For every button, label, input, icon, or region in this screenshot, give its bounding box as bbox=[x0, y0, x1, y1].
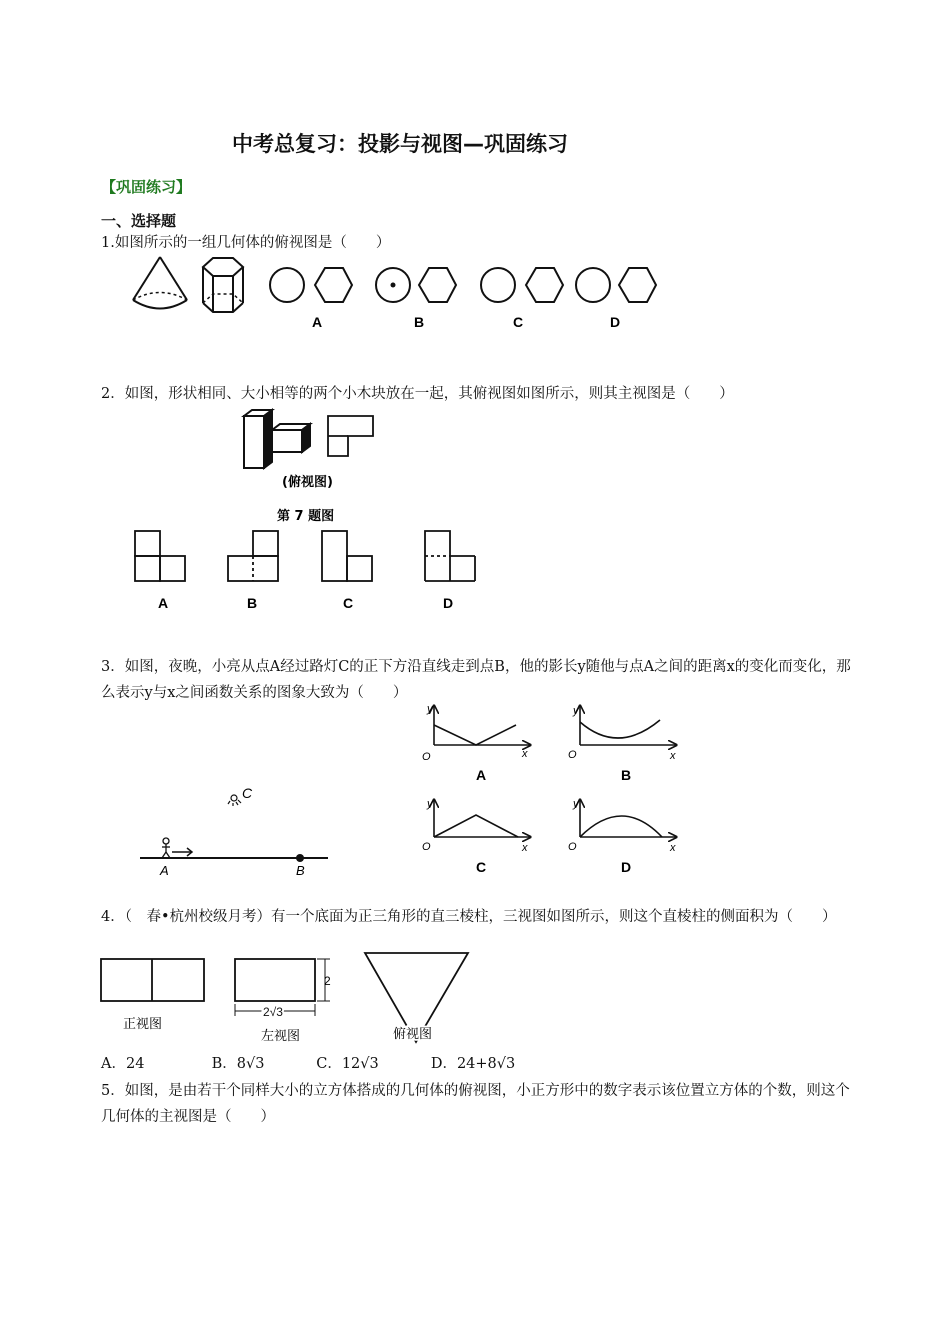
lamp-label: C bbox=[242, 785, 253, 801]
side-view-label: 左视图 bbox=[261, 1029, 301, 1044]
wood-blocks-solid bbox=[244, 410, 310, 468]
cone-solid bbox=[133, 257, 187, 309]
question-2-text: 2．如图，形状相同、大小相等的两个小木块放在一起，其俯视图如图所示，则其主视图是（ ） bbox=[101, 386, 734, 402]
graph-d bbox=[580, 800, 676, 837]
option-a-hexagon bbox=[315, 268, 352, 302]
width-dimension: 2√3 bbox=[263, 1005, 283, 1019]
q2-option-d-view bbox=[425, 531, 475, 581]
hexagonal-prism-solid bbox=[203, 258, 243, 312]
graph-b-y-label: y bbox=[573, 705, 579, 717]
question-1-text: 1.如图所示的一组几何体的俯视图是（ ） bbox=[101, 235, 391, 251]
question-1-figure bbox=[125, 255, 685, 335]
question-2-reference-figure bbox=[230, 408, 390, 528]
question-2-options bbox=[125, 528, 495, 618]
q2-option-a-view bbox=[135, 531, 185, 581]
q2-option-c-view bbox=[322, 531, 372, 581]
top-view-label: 俯视图 bbox=[393, 1027, 433, 1042]
q4-choice-b[interactable]: B．8√3 bbox=[211, 1056, 265, 1072]
graph-a-x-label: x bbox=[522, 748, 528, 760]
question-5-text: 5．如图，是由若干个同样大小的立方体搭成的几何体的俯视图，小正方形中的数字表示该位置立方体的个数，则这个几何体的主视图是（ ） bbox=[101, 1083, 850, 1125]
figure-caption: 第 7 题图 bbox=[277, 509, 335, 524]
option-d-hexagon bbox=[619, 268, 656, 302]
graph-c bbox=[434, 800, 530, 837]
q2-option-c: C bbox=[343, 595, 354, 611]
question-4-three-views bbox=[95, 948, 485, 1048]
q3-option-a: A bbox=[476, 767, 487, 783]
section-heading: 一、选择题 bbox=[101, 212, 177, 230]
front-view-label: 正视图 bbox=[123, 1017, 163, 1032]
q2-option-a: A bbox=[158, 595, 169, 611]
q4-choice-c[interactable]: C．12√3 bbox=[316, 1056, 379, 1072]
graph-a bbox=[434, 706, 530, 745]
point-a-label: A bbox=[160, 863, 169, 878]
graph-a-y-label: y bbox=[427, 703, 433, 715]
q4-choice-d[interactable]: D．24+8√3 bbox=[430, 1056, 516, 1072]
page-title: 中考总复习：投影与视图—巩固练习 bbox=[232, 132, 568, 156]
option-c-circle bbox=[481, 268, 515, 302]
graph-a-origin: O bbox=[422, 751, 431, 763]
question-4-choices bbox=[101, 1052, 523, 1073]
graph-d-y-label: y bbox=[573, 798, 579, 810]
question-4-text: 4．（ 春•杭州校级月考）有一个底面为正三角形的直三棱柱，三视图如图所示，则这个直棱柱的侧面积为（ ） bbox=[101, 909, 837, 925]
q2-option-b: B bbox=[247, 595, 258, 611]
top-view-shape bbox=[328, 416, 373, 456]
lamp-icon bbox=[228, 795, 241, 806]
point-b-dot bbox=[296, 854, 304, 862]
graph-b-x-label: x bbox=[670, 750, 676, 762]
q3-option-d: D bbox=[621, 859, 632, 875]
graph-c-origin: O bbox=[422, 841, 431, 853]
side-view bbox=[235, 959, 315, 1001]
option-b-hexagon bbox=[419, 268, 456, 302]
graph-c-y-label: y bbox=[427, 798, 433, 810]
q3-option-c: C bbox=[476, 859, 487, 875]
graph-c-x-label: x bbox=[522, 842, 528, 854]
top-view-caption: (俯视图) bbox=[282, 475, 333, 490]
graph-b-origin: O bbox=[568, 749, 577, 761]
question-3-scene bbox=[130, 780, 340, 880]
q1-option-a: A bbox=[312, 314, 323, 330]
q2-option-b-view bbox=[228, 531, 278, 581]
q1-option-d: D bbox=[610, 314, 621, 330]
point-b-label: B bbox=[296, 863, 305, 878]
option-a-circle bbox=[270, 268, 304, 302]
q1-option-c: C bbox=[513, 314, 524, 330]
section-tag: 【巩固练习】 bbox=[101, 178, 192, 196]
option-d-circle bbox=[576, 268, 610, 302]
graph-d-x-label: x bbox=[670, 842, 676, 854]
graph-b bbox=[580, 706, 676, 745]
option-b-center-dot bbox=[391, 283, 396, 288]
q1-option-b: B bbox=[414, 314, 425, 330]
q3-option-b: B bbox=[621, 767, 632, 783]
height-dimension: 2 bbox=[324, 974, 331, 988]
question-3-graphs bbox=[418, 700, 688, 885]
person-icon bbox=[162, 838, 170, 858]
front-view bbox=[101, 959, 204, 1001]
walk-arrow-icon bbox=[172, 848, 192, 856]
graph-d-origin: O bbox=[568, 841, 577, 853]
q2-option-d: D bbox=[443, 595, 454, 611]
question-3-text: 3．如图，夜晚，小亮从点A经过路灯C的正下方沿直线走到点B，他的影长y随他与点A之间的距离x的变化而变化，那么表示y与x之间函数关系的图象大致为（ ） bbox=[101, 659, 851, 701]
option-c-hexagon bbox=[526, 268, 563, 302]
q4-choice-a[interactable]: A．24 bbox=[101, 1056, 145, 1072]
